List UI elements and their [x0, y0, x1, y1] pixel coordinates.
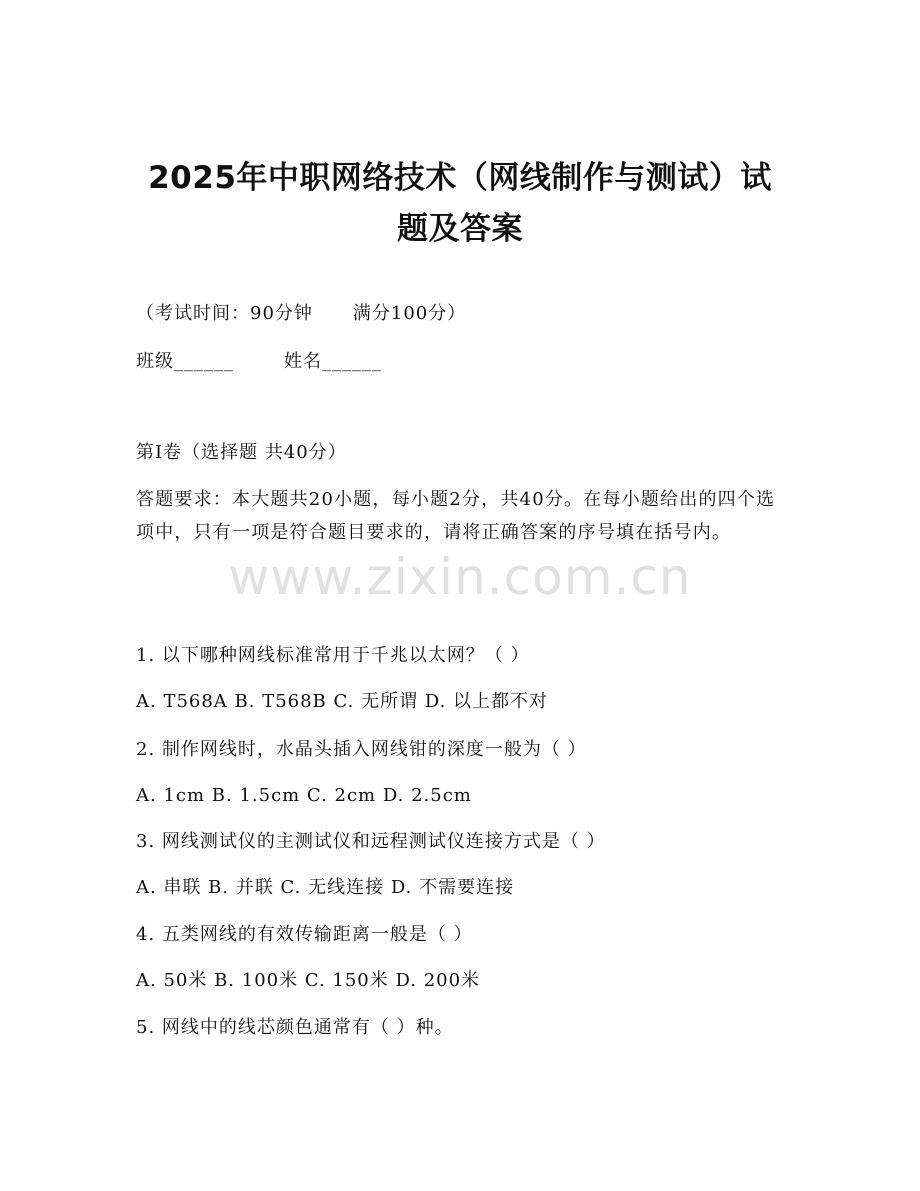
question-1-options: A. T568A B. T568B C. 无所谓 D. 以上都不对: [136, 691, 549, 712]
student-fields: [136, 348, 382, 376]
watermark: www.zixin.com.cn: [228, 548, 692, 606]
exam-info: [136, 300, 466, 328]
document-title-line-2: 题及答案: [397, 211, 523, 247]
question-1-stem: 1. 以下哪种网线标准常用于千兆以太网？（ ）: [136, 645, 530, 666]
question-5-stem: 5. 网线中的线芯颜色通常有（ ）种。: [136, 1017, 454, 1038]
exam-score: 满分100分）: [352, 303, 467, 324]
section-instructions: 答题要求：本大题共20小题，每小题2分，共40分。在每小题给出的四个选项中，只有一项是符合题目要求的，请将正确答案的序号填在括号内。: [136, 489, 776, 543]
section-heading: 第I卷（选择题 共40分）: [136, 442, 347, 463]
name-field: 姓名______: [284, 351, 382, 372]
exam-time: （考试时间：90分钟: [136, 303, 313, 324]
question-2-options: A. 1cm B. 1.5cm C. 2cm D. 2.5cm: [136, 785, 472, 806]
class-field: 班级______: [136, 351, 234, 372]
question-4-stem: 4. 五类网线的有效传输距离一般是（ ）: [136, 924, 473, 945]
question-2-stem: 2. 制作网线时，水晶头插入网线钳的深度一般为（ ）: [136, 739, 587, 760]
question-3-stem: 3. 网线测试仪的主测试仪和远程测试仪连接方式是（ ）: [136, 831, 606, 852]
document-title-line-1: 2025年中职网络技术（网线制作与测试）试: [148, 160, 772, 196]
question-3-options: A. 串联 B. 并联 C. 无线连接 D. 不需要连接: [136, 877, 515, 898]
question-4-options: A. 50米 B. 100米 C. 150米 D. 200米: [136, 970, 481, 991]
